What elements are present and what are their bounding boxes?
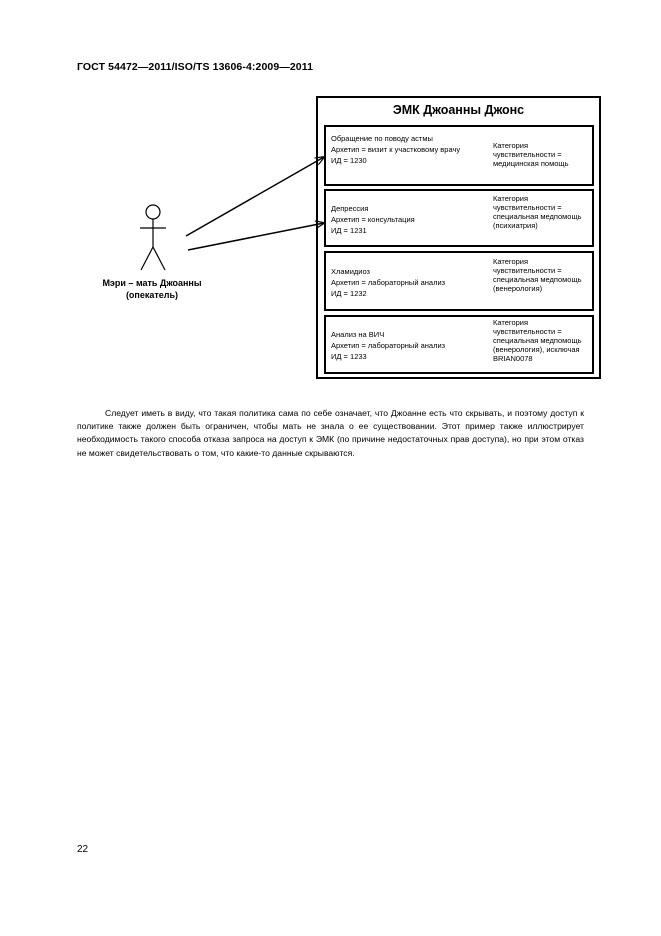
ehr-record-1230 (324, 125, 594, 186)
record-title: Обращение по поводу астмы (331, 134, 433, 143)
access-arrow-1 (186, 157, 324, 236)
record-sensitivity: Категория чувствительности = медицинская помощь (493, 141, 569, 168)
record-sensitivity: Категория чувствительности = специальная медпомощь (венерология) (493, 257, 582, 293)
actor-name: Мэри – мать Джоанны (102, 278, 202, 288)
stick-figure-icon (140, 205, 166, 270)
record-archetype: Архетип = лабораторный анализ (331, 341, 446, 350)
record-archetype: Архетип = лабораторный анализ (331, 278, 446, 287)
record-sensitivity: Категория чувствительности = специальная медпомощь (венерология), исключая BRIAN0078 (493, 318, 582, 363)
record-id: ИД = 1231 (331, 226, 367, 235)
record-archetype: Архетип = консультация (331, 215, 415, 224)
document-header: ГОСТ 54472—2011/ISO/TS 13606-4:2009—2011 (77, 61, 314, 73)
record-sensitivity: Категория чувствительности = специальная медпомощь (психиатрия) (493, 194, 582, 230)
ehr-container (316, 96, 601, 379)
record-title: Анализ на ВИЧ (331, 330, 385, 339)
record-archetype: Архетип = визит к участковому врачу (331, 145, 461, 154)
ehr-record-1232 (324, 251, 594, 311)
ehr-title: ЭМК Джоанны Джонс (392, 103, 525, 117)
access-arrow-2 (188, 223, 324, 250)
actor-role: (опекатель) (125, 290, 179, 300)
page-number: 22 (77, 844, 89, 855)
record-id: ИД = 1230 (331, 156, 367, 165)
body-paragraph: Следует иметь в виду, что такая политика сама по себе означает, что Джоанне есть что скрывать, и поэтому доступ к политике также должен быть ограничен, чтобы мать не знала о ее существовании. Этот пример также иллюстрирует необходимость такого способа отказа запроса на доступ к ЭМК (по причине недостаточных прав доступа), но при этом отказ не может свидетельствовать о том, что какие-то данные скрываются. (77, 408, 584, 458)
actor-label (82, 277, 222, 301)
ehr-record-1231 (324, 189, 594, 247)
record-title: Депрессия (331, 204, 369, 213)
record-id: ИД = 1233 (331, 352, 367, 361)
record-title: Хламидиоз (331, 267, 370, 276)
record-id: ИД = 1232 (331, 289, 367, 298)
ehr-record-1233 (324, 315, 594, 374)
